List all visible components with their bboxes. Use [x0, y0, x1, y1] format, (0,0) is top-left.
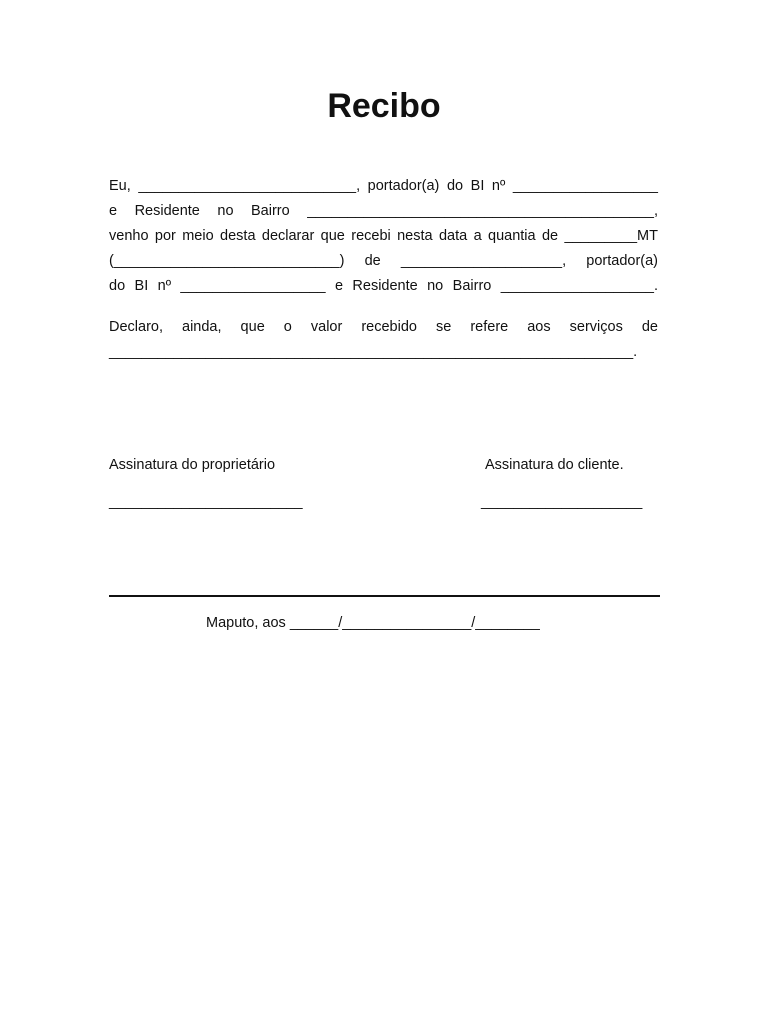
- declaration-paragraph: [109, 174, 658, 299]
- owner-signature-line: ________________________: [109, 494, 303, 510]
- declaration-line: (____________________________) de ____________________, portador(a): [109, 253, 658, 269]
- services-line: _________________________________________________________________.: [109, 344, 638, 360]
- services-paragraph: [109, 315, 658, 365]
- client-signature-line: ____________________: [481, 494, 643, 510]
- declaration-line: do BI nº __________________ e Residente no Bairro ___________________.: [109, 278, 658, 294]
- client-signature-label: Assinatura do cliente.: [485, 457, 624, 473]
- declaration-line: venho por meio desta declarar que recebi nesta data a quantia de _________MT: [109, 228, 658, 244]
- declaration-line: Eu, ___________________________, portador(a) do BI nº __________________: [109, 178, 658, 194]
- owner-signature-label: Assinatura do proprietário: [109, 457, 276, 473]
- services-line: Declaro, ainda, que o valor recebido se refere aos serviços de: [109, 319, 658, 335]
- horizontal-divider: [109, 595, 660, 597]
- date-line: Maputo, aos ______/________________/________: [206, 615, 540, 631]
- document-title: Recibo: [327, 87, 441, 125]
- declaration-line: e Residente no Bairro ___________________________________________,: [109, 203, 658, 219]
